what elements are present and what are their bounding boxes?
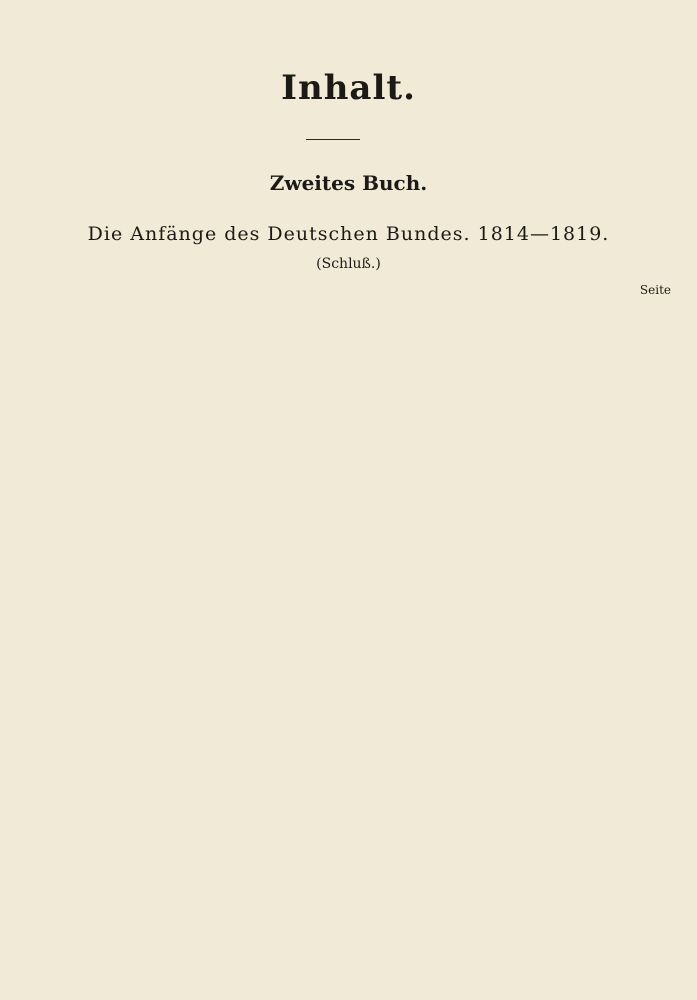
title-divider (306, 139, 360, 140)
book-heading: Zweites Buch. (269, 171, 428, 195)
subtitle-note: (Schluß.) (316, 256, 381, 272)
page-column-header: Seite (639, 283, 671, 297)
section-subtitle: Die Anfänge des Deutschen Bundes. 1814—1819. (87, 223, 610, 245)
page-title: Inhalt. (281, 68, 416, 108)
